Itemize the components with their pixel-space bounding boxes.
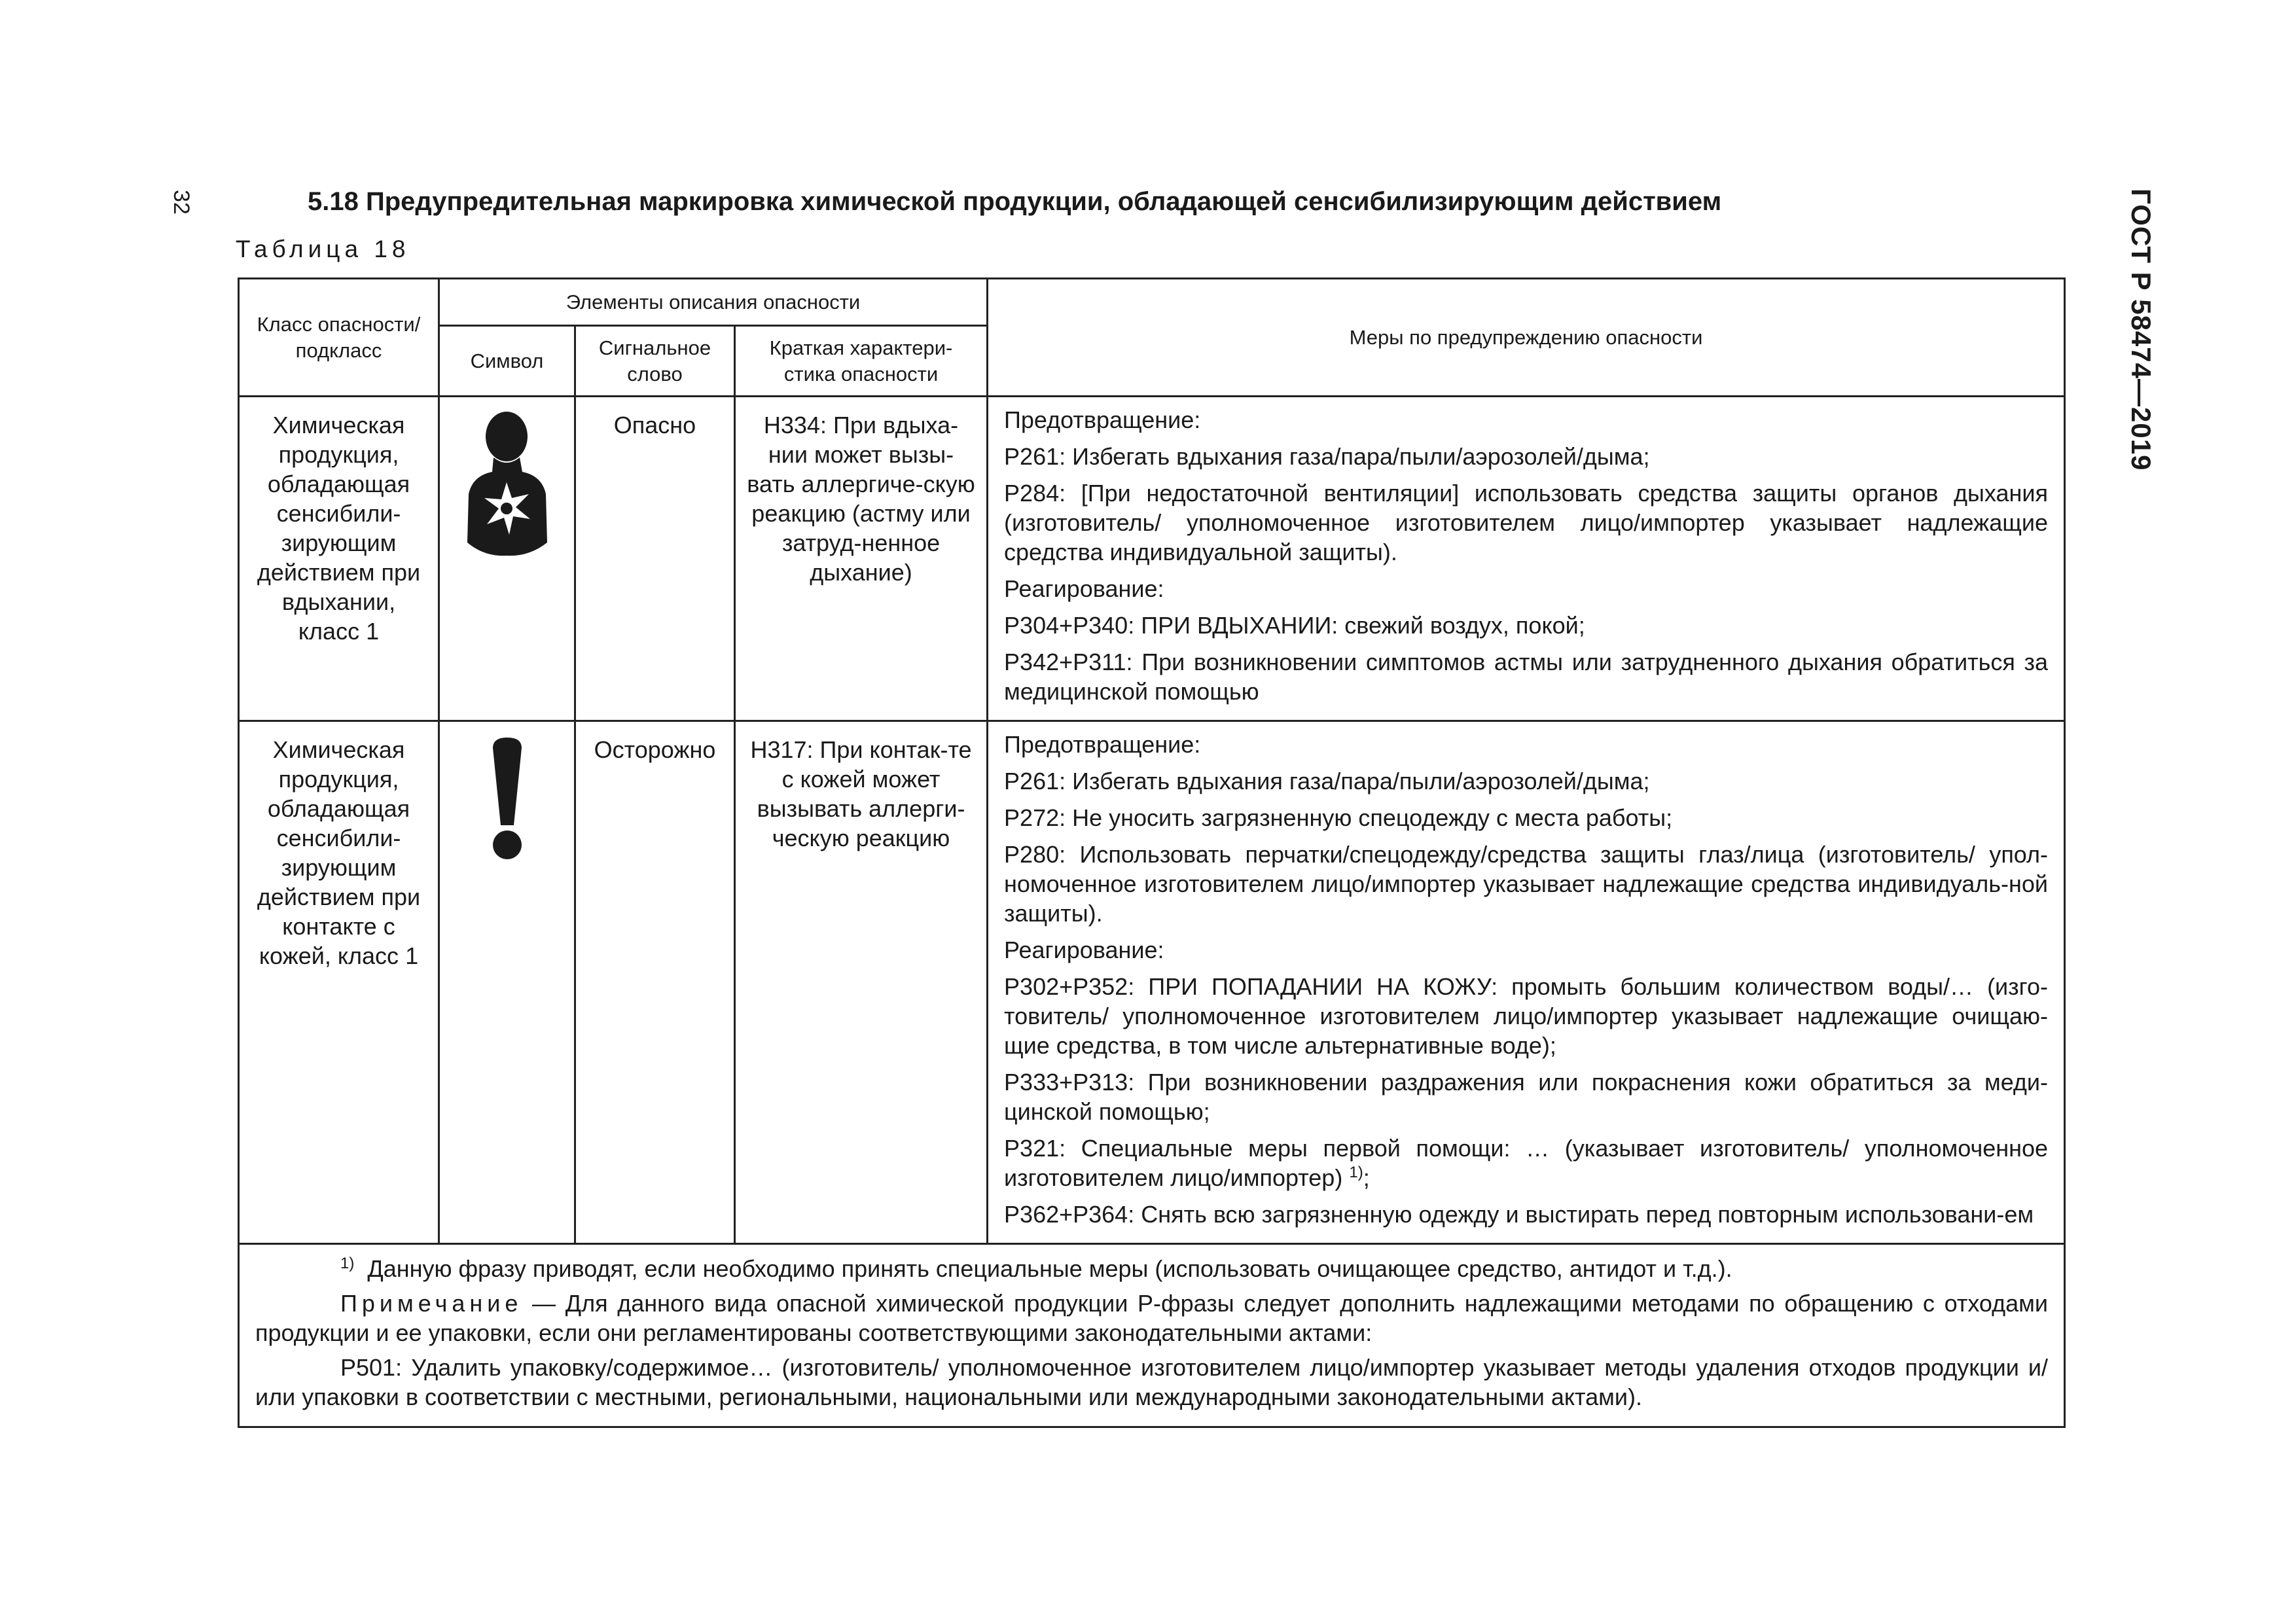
table-label: Таблица 18 — [236, 236, 410, 262]
measure-line: Р272: Не уносить загрязненную спецодежду с места работы; — [1004, 804, 1673, 831]
table-footer — [239, 1244, 2065, 1427]
footnote-ref: 1) — [1349, 1164, 1363, 1181]
header-hazard — [735, 326, 988, 397]
measure-line: Реагирование: — [1004, 575, 1164, 602]
measure-line: Р261: Избегать вдыхания газа/пара/пыли/аэрозолей/дыма; — [1004, 768, 1650, 794]
measure-p321-end: ; — [1363, 1164, 1370, 1191]
header-elements: Элементы описания опасности — [439, 279, 988, 326]
measure-line: Предотвращение: — [1004, 731, 1201, 758]
header-class — [239, 279, 439, 397]
class-cell: Химическая продукция, обладающая сенсибили-зирующим действием при вдыхании, класс 1 — [239, 397, 439, 721]
measures-cell — [988, 397, 2065, 721]
measure-line: Реагирование: — [1004, 936, 1164, 963]
exclamation-mark-icon — [489, 736, 526, 861]
measure-line: Р280: Использовать перчатки/спецодежду/средства защиты глаз/лица (изготовитель/ упол-номоченное изготовителем лицо/импортер указывает надлежащие средства индивидуаль-ной защиты). — [1004, 841, 2049, 927]
measure-line: Р302+Р352: ПРИ ПОПАДАНИИ НА КОЖУ: промыть большим количеством воды/… (изго-товитель/ уполномоченное изготовителем лицо/импортер указывает надлежащие очищаю-щие средства, в том числе альтернативные воде); — [1004, 973, 2049, 1059]
section-title: 5.18 Предупредительная маркировка химической продукции, обладающей сенсибилизирующим действием — [308, 187, 1722, 216]
health-hazard-icon — [466, 412, 548, 557]
footnote-text: Данную фразу приводят, если необходимо принять специальные меры (использовать очищающее средство, антидот и т.д.). — [367, 1255, 1732, 1282]
measure-line: Р304+Р340: ПРИ ВДЫХАНИИ: свежий воздух, покой; — [1004, 612, 1585, 639]
p501-text: Р501: Удалить упаковку/содержимое… (изготовитель/ уполномоченное изготовителем лицо/импортер указывает методы удаления отходов продукции и/или упаковки в соответствии с местными, региональными, национальными или международными законодательными актами). — [255, 1354, 2049, 1410]
measure-line: Р342+Р311: При возникновении симптомов астмы или затрудненного дыхания обратиться за медицинской помощью — [1004, 649, 2049, 705]
measure-line: Р284: [При недостаточной вентиляции] использовать средства защиты органов дыхания (изготовитель/ уполномоченное изготовителем лицо/импортер указывает надлежащие средства индивидуальной защиты). — [1004, 480, 2049, 565]
hazard-table — [238, 277, 2066, 1428]
signal-word-cell: Опасно — [575, 397, 735, 721]
page-number: 32 — [169, 190, 194, 215]
header-symbol: Символ — [439, 326, 575, 397]
note-text: — Для данного вида опасной химической продукции Р-фразы следует дополнить надлежащими методами по обращению с отходами продукции и ее упаковки, если они регламентированы соответствующими законодательными актами: — [255, 1290, 2049, 1346]
header-signal-word — [575, 326, 735, 397]
measure-line: Р261: Избегать вдыхания газа/пара/пыли/аэрозолей/дыма; — [1004, 443, 1650, 470]
measure-line — [1004, 1133, 2048, 1192]
header-hazard-label: Краткая характери-стика опасности — [769, 336, 953, 385]
footnote — [255, 1254, 2048, 1283]
measure-p321-text: Р321: Специальные меры первой помощи: … (указывает изготовитель/ уполномоченное изготовителем лицо/импортер) — [1004, 1135, 2049, 1191]
footer-cell — [239, 1244, 2065, 1427]
symbol-cell — [439, 397, 575, 721]
header-measures: Меры по предупреждению опасности — [988, 279, 2065, 397]
measure-line: Р362+Р364: Снять всю загрязненную одежду и выстирать перед повторным использовани-ем — [1004, 1201, 2034, 1228]
signal-word-cell: Осторожно — [575, 721, 735, 1244]
class-cell: Химическая продукция, обладающая сенсибили-зирующим действием при контакте с кожей, класс 1 — [239, 721, 439, 1244]
header-class-label: Класс опасности/ подкласс — [257, 312, 421, 362]
table-row — [239, 397, 2065, 721]
hazard-cell: Н317: При контак-те с кожей может вызывать аллерги-ческую реакцию — [735, 721, 988, 1244]
table-row — [239, 721, 2065, 1244]
symbol-cell — [439, 721, 575, 1244]
hazard-cell: Н334: При вдыха-нии может вызы-вать аллергиче-скую реакцию (астму или затруд-ненное дыхание) — [735, 397, 988, 721]
note — [255, 1289, 2048, 1347]
header-signal-word-label: Сигнальное слово — [598, 336, 711, 385]
measures-cell — [988, 721, 2065, 1244]
measure-line: Р333+Р313: При возникновении раздражения или покраснения кожи обратиться за меди-цинской помощью; — [1004, 1069, 2049, 1125]
footnote-marker: 1) — [340, 1255, 355, 1272]
standard-code: ГОСТ Р 58474—2019 — [2126, 188, 2157, 471]
measure-line: Предотвращение: — [1004, 406, 1201, 433]
note-label: Примечание — [340, 1290, 523, 1317]
